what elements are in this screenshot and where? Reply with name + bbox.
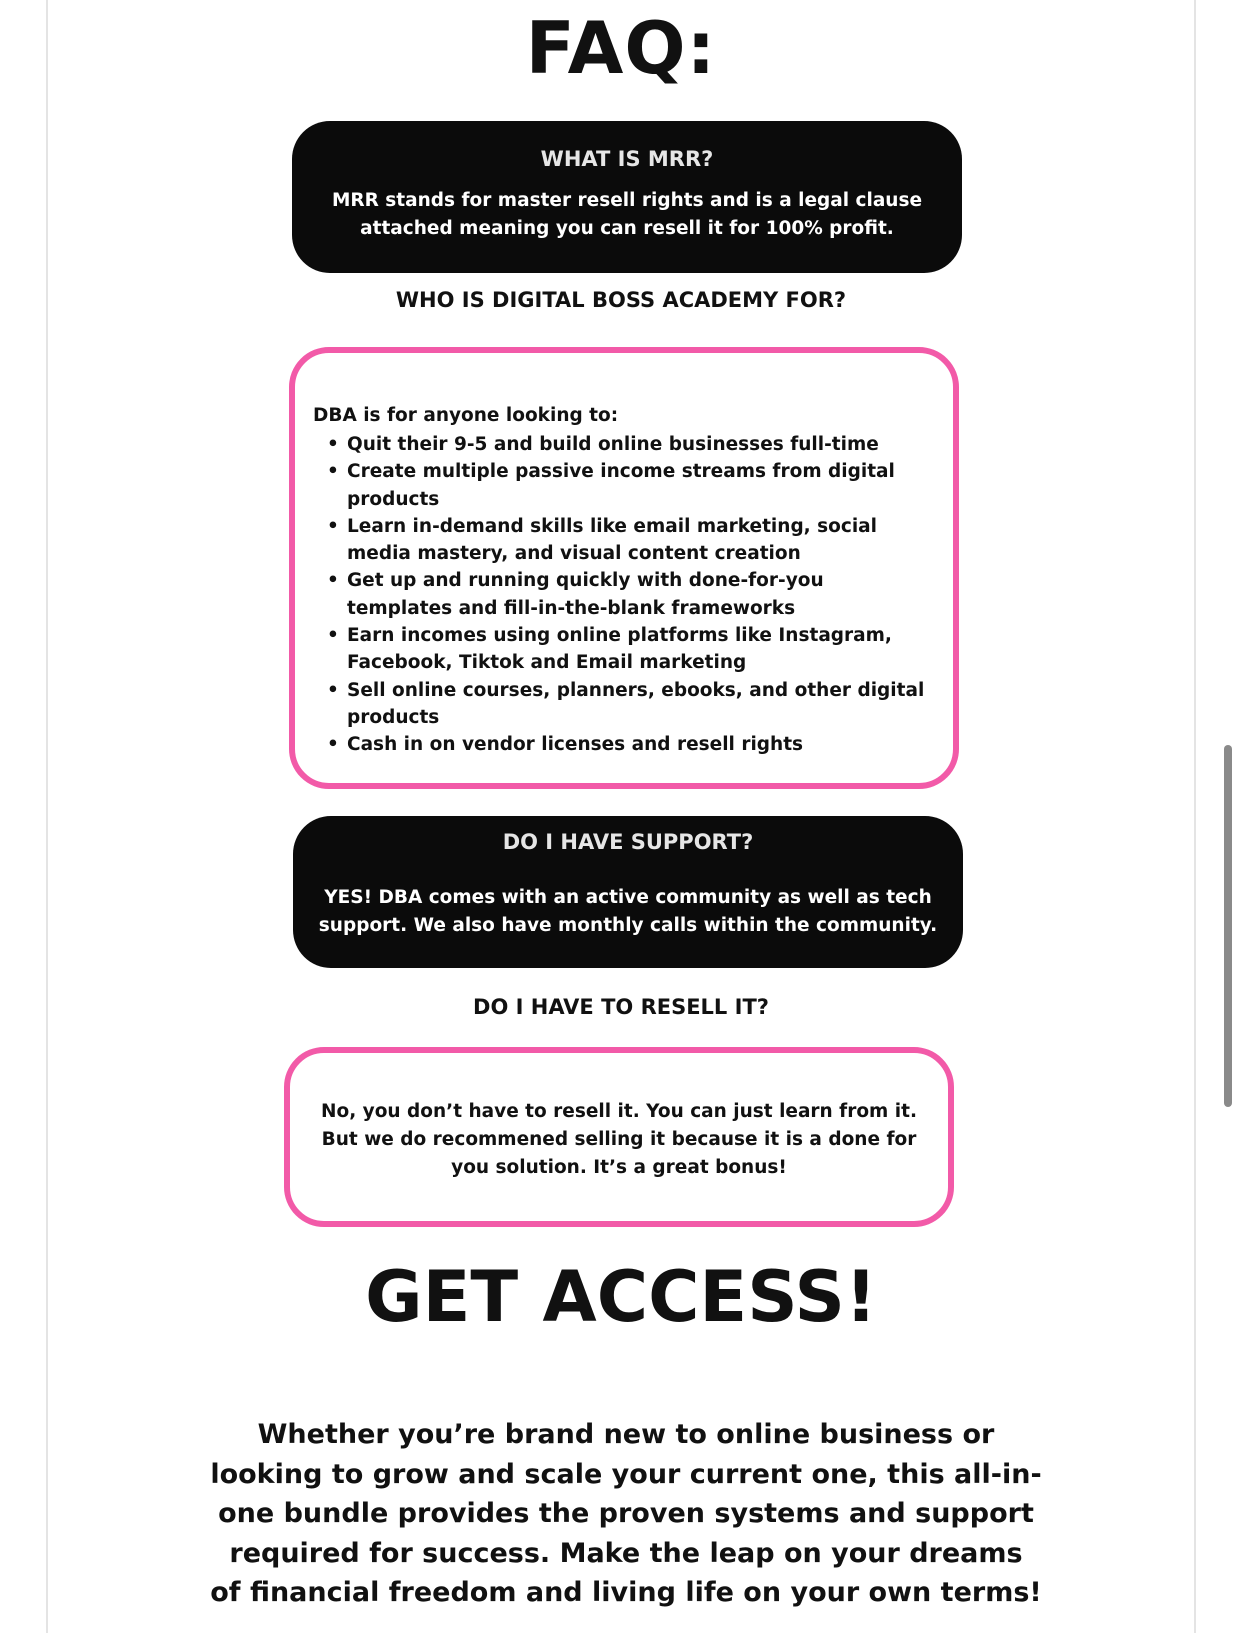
faq-answer-resell	[284, 1047, 954, 1227]
closing-paragraph: Whether you’re brand new to online business or looking to grow and scale your current one, this all-in-one bundle provides the proven systems and support required for success. Make the leap on your dreams of financial freedom and living life on your own terms!	[210, 1419, 1042, 1608]
page-border-right	[1194, 0, 1196, 1633]
faq-card-mrr	[292, 121, 962, 273]
list-item: • Sell online courses, planners, ebooks, and other digital products	[347, 677, 935, 732]
faq-question-who-for: WHO IS DIGITAL BOSS ACADEMY FOR?	[395, 288, 847, 312]
benefit-list	[313, 431, 935, 759]
faq-question: WHAT IS MRR?	[540, 147, 714, 171]
faq-answer-who-for	[289, 347, 959, 789]
list-item: • Cash in on vendor licenses and resell rights	[347, 731, 935, 758]
list-item: • Quit their 9-5 and build online businesses full-time	[347, 431, 935, 458]
list-item: • Create multiple passive income streams from digital products	[347, 458, 935, 513]
list-item: • Earn incomes using online platforms like Instagram, Facebook, Tiktok and Email marketing	[347, 622, 935, 677]
faq-question-resell: DO I HAVE TO RESELL IT?	[473, 995, 769, 1019]
list-item: • Learn in-demand skills like email marketing, social media mastery, and visual content creation	[347, 513, 935, 568]
faq-answer: No, you don’t have to resell it. You can just learn from it. But we do recommened selling it because it is a done for you solution. It’s a great bonus!	[321, 1101, 917, 1178]
get-access-title: GET ACCESS!	[365, 1256, 877, 1338]
faq-answer: MRR stands for master resell rights and is a legal clause attached meaning you can resell it for 100% profit.	[331, 190, 923, 239]
faq-title: FAQ:	[525, 6, 717, 90]
scrollbar-thumb[interactable]	[1224, 745, 1232, 1107]
faq-card-support	[293, 816, 963, 968]
answer-intro: DBA is for anyone looking to:	[313, 405, 619, 426]
page-border-left	[46, 0, 48, 1633]
faq-answer: YES! DBA comes with an active community as well as tech support. We also have monthly calls within the community.	[318, 887, 938, 936]
list-item: • Get up and running quickly with done-for-you templates and fill-in-the-blank frameworks	[347, 567, 935, 622]
faq-question: DO I HAVE SUPPORT?	[502, 830, 754, 854]
